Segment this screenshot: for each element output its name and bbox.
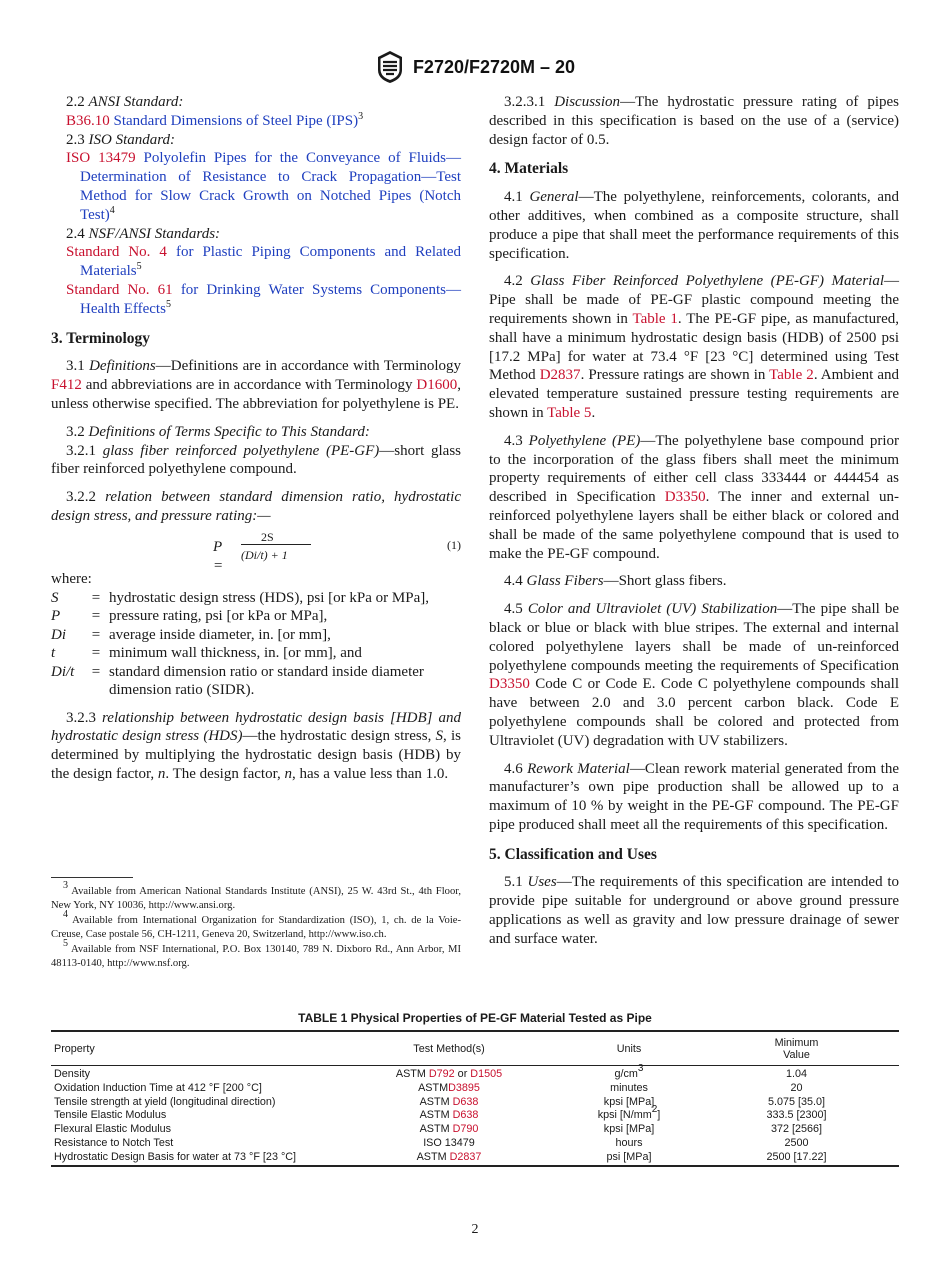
section-number: 2.4 [66, 225, 85, 242]
para-number: 5.1 [504, 874, 528, 891]
equation-number: (1) [447, 537, 461, 552]
link-table-2[interactable]: Table 2 [769, 367, 814, 384]
cell-minimum-value: 2500 [17.22] [766, 1150, 827, 1163]
standard-link-nsf-4[interactable]: Standard No. 4 [66, 244, 167, 261]
column-header-test-method: Test Method(s) [413, 1042, 485, 1055]
para-text: —the hydrostatic design stress, [242, 728, 436, 745]
para-number: 4.6 [504, 760, 528, 777]
paragraph-4-1 [489, 188, 899, 263]
para-text: —Short glass fibers. [603, 573, 727, 590]
fraction-bar [241, 544, 311, 545]
para-title: General [529, 189, 579, 206]
method-text: or [454, 1068, 471, 1080]
table-row [51, 1096, 899, 1110]
page-number: 2 [471, 1222, 479, 1237]
astm-logo-icon [375, 50, 405, 84]
cell-minimum-value: 20 [790, 1081, 803, 1094]
section-2-4 [51, 225, 461, 244]
para-text: —The polyethylene base compound prior to the incorporation of the glass fibers shall meet the minimum property requirements of either cell class 333444 or 444454 as described in Specification [489, 432, 899, 506]
cell-units [564, 1137, 694, 1151]
definition-text: pressure rating, psi [or kPa or MPa], [109, 608, 328, 625]
para-text: —The pipe shall be black or blue or black with blue stripes. The external and internal colored polyethylene layers shall be made of un-reinforced polyethylene compounds meeting the requirements of Specification [489, 601, 900, 674]
column-header-minimum-value [694, 1031, 899, 1066]
cell-test-method [334, 1151, 564, 1166]
cell-test-method [334, 1123, 564, 1137]
para-text: —The requirements of this specification are intended to provide pipe suitable for underground or above ground pressure applications as well as gravity and low pressure drainage of sewer and surface water. [489, 874, 900, 947]
table-row [51, 1123, 899, 1137]
cell-minimum-value: 2500 [784, 1136, 809, 1149]
reference-b36-10 [51, 112, 461, 131]
footnote-text: Available from International Organization for Standardization (ISO), 1, ch. de la Voie-Creuse, Case postale 56, CH-1211, Geneva 20, Switzerland, http://www.iso.ch. [51, 915, 461, 940]
definition-row [51, 663, 461, 700]
paragraph-5-1 [489, 873, 899, 948]
footnote-ref[interactable]: 4 [109, 204, 115, 216]
header-text: Minimum Value [774, 1036, 819, 1061]
definition-row [51, 607, 461, 626]
paragraph-3-2-1 [51, 442, 461, 480]
units-text: ] [657, 1109, 661, 1122]
para-number: 3.1 [66, 358, 90, 375]
para-number: 4.2 [504, 273, 531, 290]
cell-units [564, 1123, 694, 1137]
table-row [51, 1082, 899, 1096]
para-text: , unless otherwise specified. The abbreviation for polyethylene is PE. [51, 377, 461, 412]
page-header [0, 50, 950, 89]
cell-test-method [334, 1137, 564, 1151]
definition-equals: = [91, 608, 101, 625]
para-number: 4.3 [504, 432, 529, 449]
para-text: —Clean rework material generated from the manufacturer’s own pipe production shall be allowed up to a maximum of 10 % by weight in the PE-GF compound. The PE-GF pipe produced shall meet all the requirements of this specification. [489, 760, 900, 833]
table-header-row [51, 1031, 899, 1066]
definition-equals: = [91, 645, 101, 662]
cell-property: Tensile strength at yield (longitudinal direction) [54, 1095, 276, 1108]
definition-text: average inside diameter, in. [or mm], [109, 626, 331, 643]
cell-units [564, 1096, 694, 1110]
units-text: hours [615, 1136, 643, 1149]
section-2-2 [51, 93, 461, 112]
units-text: g/cm [614, 1068, 638, 1080]
paragraph-3-2-3 [51, 709, 461, 784]
method-link[interactable]: D790 [452, 1123, 479, 1136]
paragraph-3-2-2 [51, 488, 461, 526]
cell-property: Tensile Elastic Modulus [54, 1109, 167, 1122]
link-d2837[interactable]: D2837 [539, 367, 581, 384]
para-text: —The hydrostatic pressure rating of pipes described in this specification is based on the use of a (service) design factor of 0.5. [489, 94, 899, 148]
para-title: Uses [527, 874, 557, 891]
units-text: psi [MPa] [606, 1150, 652, 1163]
footnote [51, 938, 461, 971]
cell-minimum-value: 5.075 [35.0] [767, 1095, 826, 1108]
para-title: glass fiber reinforced polyethylene (PE-GF) [102, 442, 380, 459]
cell-units [564, 1104, 694, 1123]
equation-denominator: (Di/t) + 1 [241, 547, 288, 562]
para-title: Rework Material [527, 760, 630, 777]
link-table-1[interactable]: Table 1 [632, 310, 678, 327]
units-text: kpsi [MPa] [603, 1095, 655, 1108]
cell-property: Hydrostatic Design Basis for water at 73 °F [23 °C] [54, 1150, 297, 1163]
column-header-property: Property [54, 1042, 95, 1055]
standard-title-link[interactable]: for Drinking Water Systems Components—Health Effects [80, 281, 462, 317]
definition-row [51, 644, 461, 663]
definition-equals: = [91, 663, 101, 680]
section-2-3 [51, 131, 461, 150]
section-heading-terminology: 3. Terminology [51, 329, 151, 347]
cell-test-method [334, 1066, 564, 1082]
para-text: —The polyethylene, reinforcements, colorants, and other additives, when combined as a composite structure, shall produce a pipe that shall meet the performance requirements of this specification. [489, 189, 899, 262]
footnotes [51, 880, 461, 972]
footnote-number: 3 [63, 880, 68, 891]
section-heading-materials: 4. Materials [489, 160, 569, 178]
paragraph-3-1 [51, 357, 461, 413]
footnote-number: 5 [63, 938, 68, 949]
para-text: and abbreviations are in accordance with Terminology [81, 377, 417, 394]
para-text: . [591, 404, 596, 421]
cell-units [564, 1063, 694, 1082]
method-link[interactable]: D792 [428, 1068, 455, 1080]
table-row [51, 1066, 899, 1082]
equation-lhs: P = [213, 538, 224, 574]
cell-minimum-value: 1.04 [785, 1068, 807, 1080]
units-text: kpsi [MPa] [603, 1123, 655, 1136]
paragraph-3-2-3-1 [489, 93, 899, 149]
table-1 [51, 1030, 899, 1167]
section-title: ISO Standard: [88, 131, 176, 148]
cell-property: Oxidation Induction Time at 412 °F [200 °C] [54, 1081, 262, 1094]
paragraph-4-6 [489, 760, 899, 835]
para-text: —Definitions are in accordance with Terminology [155, 358, 461, 375]
units-text: kpsi [N/mm [597, 1109, 652, 1122]
standard-title-link[interactable]: Standard Dimensions of Steel Pipe (IPS) [113, 112, 359, 129]
para-number: 3.2.1 [66, 442, 103, 459]
link-table-5[interactable]: Table 5 [547, 404, 592, 421]
para-number: 3.2.3.1 [504, 94, 555, 110]
para-text: —Pipe shall be made of PE-GF plastic compound meeting the requirements shown in [489, 273, 899, 327]
cell-minimum-value: 372 [2566] [770, 1123, 823, 1136]
standard-title-link[interactable]: for Plastic Piping Components and Related Materials [80, 244, 461, 280]
para-text: , has a value less than 1.0. [291, 765, 449, 782]
definition-symbol: Di/t [51, 663, 75, 680]
section-heading-classification: 5. Classification and Uses [489, 845, 657, 863]
para-text: Code C or Code E. Code C polyethylene compounds shall have between 2.0 and 3.0 percent carbon black. Code E polyethylene compounds shall be colored and protected from Ultraviolet (UV) degradation with UV stabilizers. [489, 676, 899, 749]
symbol-definitions [51, 589, 461, 700]
cell-property: Resistance to Notch Test [54, 1136, 174, 1149]
section-title: NSF/ANSI Standards: [88, 225, 221, 242]
cell-units [564, 1151, 694, 1166]
symbol-n: n [157, 765, 166, 782]
link-f412[interactable]: F412 [51, 377, 82, 394]
where-label: where: [51, 570, 92, 587]
footnote-ref[interactable]: 3 [358, 110, 364, 122]
left-column [51, 93, 461, 784]
cell-units [564, 1082, 694, 1096]
para-title: relationship between hydrostatic design basis [HDB] and hydrostatic design stress (HDS) [51, 709, 461, 745]
reference-iso-13479 [51, 149, 461, 224]
equation-numerator: 2S [261, 529, 274, 544]
paragraph-4-4 [489, 572, 899, 591]
footnote-divider [51, 877, 133, 878]
definition-text: minimum wall thickness, in. [or mm], and [109, 645, 362, 662]
definition-equals: = [91, 626, 101, 643]
para-title: Glass Fiber Reinforced Polyethylene (PE-GF) Material [530, 273, 884, 290]
table-row [51, 1151, 899, 1166]
method-text: ASTM [419, 1095, 453, 1108]
cell-property: Density [54, 1068, 91, 1080]
para-text: . Pressure ratings are shown in [580, 367, 770, 384]
reference-nsf-61 [51, 281, 461, 319]
footnote-ref[interactable]: 5 [165, 298, 171, 310]
paragraph-3-2 [51, 423, 461, 442]
cell-property: Flexural Elastic Modulus [54, 1123, 172, 1136]
section-title: ANSI Standard: [88, 94, 184, 110]
paragraph-4-5 [489, 600, 899, 750]
cell-test-method [334, 1096, 564, 1110]
para-title: Color and Ultraviolet (UV) Stabilization [527, 601, 778, 618]
definition-row [51, 589, 461, 608]
units-text: minutes [610, 1081, 648, 1094]
para-title: Definitions of Terms Specific to This Standard: [88, 423, 370, 440]
document-designation: F2720/F2720M – 20 [412, 56, 576, 77]
method-link[interactable]: D1505 [470, 1068, 503, 1080]
para-text: . Ambient and elevated temperature sustained pressure testing requirements are shown in [489, 367, 899, 421]
method-text: ASTM [418, 1081, 449, 1094]
method-text: ASTM [416, 1150, 450, 1163]
link-d3350[interactable]: D3350 [489, 676, 530, 693]
column-header-units: Units [616, 1042, 642, 1055]
link-d1600[interactable]: D1600 [416, 377, 458, 394]
symbol-s: S [435, 728, 444, 745]
units-superscript: 3 [637, 1063, 644, 1074]
symbol-n: n [284, 765, 292, 782]
method-text: ISO 13479 [423, 1136, 475, 1149]
method-link[interactable]: D638 [452, 1109, 479, 1122]
reference-nsf-4 [51, 243, 461, 281]
para-text: . The inner and external un-reinforced polyethylene layers shall be either black or colored and shall be made of the same polyethylene compound that is used to make the PE-GF compound. [489, 489, 899, 562]
section-number: 2.3 [66, 131, 85, 148]
definition-text: standard dimension ratio or standard inside diameter dimension ratio (SIDR). [109, 663, 424, 699]
standard-link-b36-10[interactable]: B36.10 [66, 112, 110, 129]
equation-1 [51, 526, 461, 574]
para-title: Definitions [89, 358, 156, 375]
table-row [51, 1109, 899, 1123]
footnote [51, 880, 461, 913]
method-link[interactable]: D2837 [449, 1150, 482, 1163]
definition-symbol: t [51, 645, 56, 662]
definition-symbol: Di [51, 626, 66, 643]
footnote-ref[interactable]: 5 [136, 261, 142, 273]
paragraph-4-2 [489, 272, 899, 422]
footnote [51, 909, 461, 942]
right-column [489, 93, 899, 949]
para-number: 3.2.2 [66, 489, 106, 506]
method-link[interactable]: D3895 [448, 1081, 480, 1094]
standard-link-iso-13479[interactable]: ISO 13479 [66, 150, 136, 167]
cell-minimum-value: 333.5 [2300] [766, 1109, 827, 1122]
para-title: Glass Fibers [526, 573, 604, 590]
para-text: . The PE-GF pipe, as manufactured, shall have a minimum hydrostatic design basis (HDB) of 2500 psi [17.2 MPa] for water at 73.4 °F [23 °C] determined using Test Method [489, 310, 899, 384]
footnote-text: Available from American National Standards Institute (ANSI), 25 W. 43rd St., 4th Floor, New York, NY 10036, http://www.ansi.org. [51, 886, 461, 911]
link-d3350[interactable]: D3350 [664, 489, 706, 506]
para-text: —short glass fiber reinforced polyethylene compound. [51, 442, 462, 478]
para-number: 3.2 [66, 423, 89, 440]
para-text: , is determined by multiplying the hydrostatic design basis (HDB) by the design factor, [51, 728, 461, 782]
para-number: 4.4 [504, 573, 527, 590]
definition-equals: = [91, 589, 101, 606]
para-text: . The design factor, [165, 765, 285, 782]
footnote-number: 4 [63, 909, 68, 920]
para-title: relation between standard dimension ratio, hydrostatic design stress, and pressure rating:— [51, 489, 461, 524]
standard-link-nsf-61[interactable]: Standard No. 61 [66, 281, 173, 298]
table-1-title: TABLE 1 Physical Properties of PE-GF Material Tested as Pipe [298, 1011, 652, 1025]
section-number: 2.2 [66, 94, 85, 110]
definition-text: hydrostatic design stress (HDS), psi [or kPa or MPa], [109, 589, 429, 606]
footnote-text: Available from NSF International, P.O. Box 130140, 789 N. Dixboro Rd., Ann Arbor, MI 48113-0140, http://www.nsf.org. [51, 944, 461, 969]
definition-symbol: P [51, 608, 61, 625]
definition-row [51, 626, 461, 645]
definition-symbol: S [51, 589, 59, 606]
standard-title-link[interactable]: Polyolefin Pipes for the Conveyance of Fluids—Determination of Resistance to Crack Propagation—Test Method for Slow Crack Growth on Notched Pipes (Notch Test) [80, 150, 461, 223]
paragraph-4-3 [489, 432, 899, 564]
cell-test-method [334, 1109, 564, 1123]
para-number: 4.1 [504, 189, 530, 206]
para-number: 4.5 [504, 601, 528, 618]
para-number: 3.2.3 [66, 709, 102, 726]
cell-test-method [334, 1082, 564, 1096]
units-superscript: 2 [651, 1104, 658, 1116]
method-text: ASTM [419, 1123, 453, 1136]
method-text: ASTM [395, 1068, 429, 1080]
method-link[interactable]: D638 [452, 1095, 479, 1108]
para-title: Polyethylene (PE) [528, 432, 641, 449]
para-title: Discussion [554, 94, 621, 110]
table-row [51, 1137, 899, 1151]
method-text: ASTM [419, 1109, 453, 1122]
